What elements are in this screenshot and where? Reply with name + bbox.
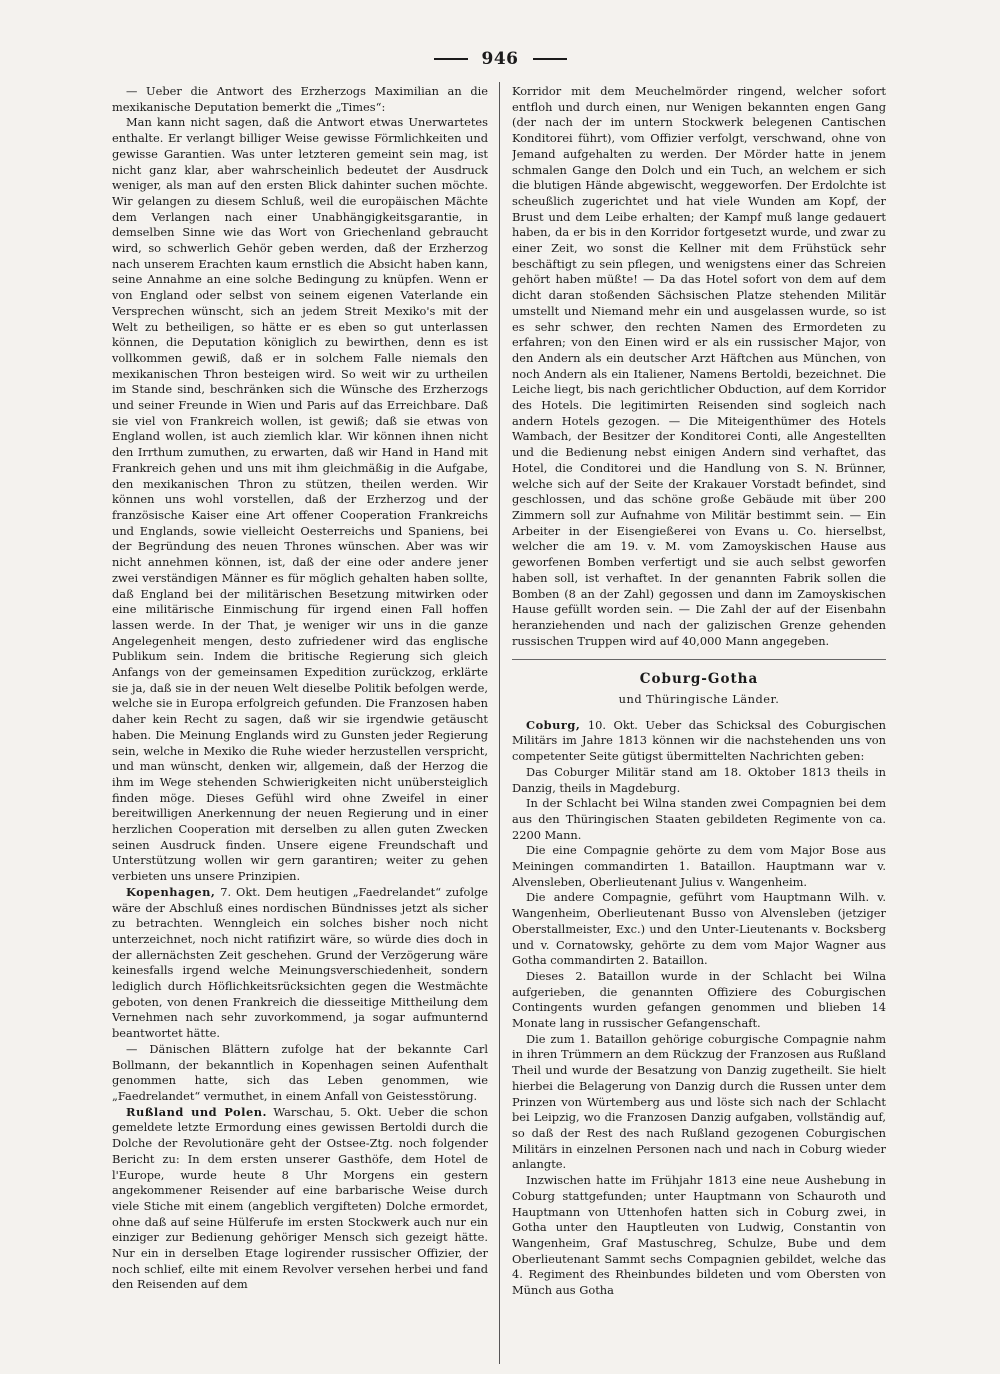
section-separator: [512, 659, 886, 660]
article-maximilian-intro: — Ueber die Antwort des Erzherzogs Maximilian an die mexikanische Deputation bemerkt die „Times“:: [112, 84, 488, 114]
article-russland-continuation: Korridor mit dem Meuchelmörder ringend, welcher sofort entfloh und durch einen, nur Wenigen bekannten engen Gang (der nach der im untern Stockwerk belegenen Cantischen Konditorei führt), vom Offizier verfolgt, verschwand, ohne von Jemand aufgehalten zu werden. Der Mörder hatte in jenem schmalen Gange den Dolch und ein Tuch, an welchem er sich die blutigen Hände abgewischt, weggeworfen. Der Erdolchte ist scheußlich zugerichtet und hat viele Wunden am Kopf, der Brust und dem Leibe erhalten; der Kampf muß lange gedauert haben, da er bis in den Korridor fortgesetzt wurde, und zwar zu einer Zeit, wo sonst die Kellner mit dem Frühstück sehr beschäftigt zu sein pflegen, und wenigstens einer das Schreien gehört haben müßte! — Da das Hotel sofort von dem auf dem dicht daran stoßenden Sächsischen Platze stehenden Militär umstellt und Niemand mehr ein und ausgelassen wurde, so ist es sehr schwer, den rechten Namen des Ermordeten zu erfahren; von den Einen wird er als ein russischer Major, von den Andern als ein deutscher Arzt Häftchen aus München, von noch Andern als ein Italiener, Namens Bertoldi, bezeichnet. Die Leiche liegt, bis nach gerichtlicher Obduction, auf dem Korridor des Hotels. Die legitimirten Reisenden sind sogleich nach andern Hotels gezogen. — Die Miteigenthümer des Hotels Wambach, der Besitzer der Konditorei Conti, alle Angestellten und die Bedienung nebst einigen Andern sind verhaftet, das Hotel, die Conditorei und die Handlung von S. N. Brünner, welche sich auf der Seite der Krakauer Vorstadt befindet, sind geschlossen, und das schöne große Gebäude mit über 200 Zimmern soll zur Aufnahme von Militär bestimmt sein. — Ein Arbeiter in der Eisengießerei von Evans u. Co. hierselbst, welcher die am 19. v. M. vom Zamoyskischen Hause aus geworfenen Bomben verfertigt und sie auch selbst geworfen haben soll, ist verhaftet. In der genannten Fabrik sollen die Bomben (8 an der Zahl) gegossen und dann im Zamoyskischen Hause gefüllt worden sein. — Die Zahl der auf der Eisenbahn heranziehenden und nach der galizischen Grenze gehenden russischen Truppen wird auf 40,000 Mann angegeben.: [512, 84, 886, 648]
coburg-paragraph: Das Coburger Militär stand am 18. Oktober 1813 theils in Danzig, theils in Magdeburg.: [512, 764, 886, 795]
right-column: [512, 84, 886, 1364]
coburg-paragraph: In der Schlacht bei Wilna standen zwei Compagnien bei dem aus den Thüringischen Staaten gebildeten Regimente von ca. 2200 Mann.: [512, 796, 886, 842]
article-maximilian-quote: Man kann nicht sagen, daß die Antwort etwas Unerwartetes enthalte. Er verlangt billiger Weise gewisse Förmlichkeiten und gewisse Garantien. Was unter letzteren gemeint sein mag, ist nicht ganz klar, aber wahrscheinlich bedeutet der Ausdruck weniger, als man auf den ersten Blick dahinter suchen möchte. Wir gelangen zu diesem Schluß, weil die europäischen Mächte dem Verlangen nach einer Unabhängigkeitsgarantie, in demselben Sinne wie das Wort von Griechenland gebraucht wird, so schwerlich Gehör geben werden, daß der Erzherzog nach unserem Erachten kaum ernstlich die Absicht haben kann, seine Annahme an eine solche Bedingung zu knüpfen. Wenn er von England oder selbst von seinem eigenen Vaterlande ein Versprechen wünscht, sich an jedem Streit Mexiko's mit der Welt zu betheiligen, so hätte er es eben so gut unterlassen können, die Deputation königlich zu bewirthen, denn es ist vollkommen gewiß, daß er in solchem Falle niemals den mexikanischen Thron besteigen wird. So weit wir zu urtheilen im Stande sind, beschränken sich die Wünsche des Erzherzogs und seiner Freunde in Wien und Paris auf das Erreichbare. Daß sie viel von Frankreich wollen, ist gewiß; daß sie etwas von England wollen, ist auch ziemlich klar. Wir können ihnen nicht den Irrthum zumuthen, zu erwarten, daß wir Hand in Hand mit Frankreich gehen und uns mit ihm gleichmäßig in die Aufgabe, den mexikanischen Thron zu stützen, theilen werden. Wir können uns wohl vorstellen, daß der Erzherzog und der französische Kaiser eine Art offener Cooperation Frankreichs und Englands, sowie vielleicht Oesterreichs und Spaniens, bei der Begründung des neuen Thrones wünschen. Aber was wir nicht annehmen können, ist, daß der eine oder andere jener zwei verständigen Männer es für möglich gehalten haben sollte, daß England bei der militärischen Besetzung mitwirken oder eine militärische Einmischung für irgend einen Fall hoffen lassen werde. In der That, je weniger wir uns in die ganze Angelegenheit mengen, desto zufriedener wird das englische Publikum sein. Indem die britische Regierung sich gleich Anfangs von der gemeinsamen Expedition zurückzog, erklärte sie ja, daß sie in der neuen Welt dieselbe Politik befolgen werde, welche sie in Europa erfolgreich gefunden. Die Franzosen haben daher kein Recht zu sagen, daß wir sie irgendwie getäuscht haben. Die Meinung Englands wird zu Gunsten jeder Regierung sein, welche in Mexiko die Ruhe wieder herzustellen verspricht, und man wünscht, denken wir, allgemein, daß der Herzog die ihm im Wege stehenden Schwierigkeiten nicht unübersteiglich finden möge. Dieses Gefühl wird ohne Zweifel in einer bereitwilligen Anerkennung der neuen Regierung und in einer herzlichen Cooperation mit derselben zu allen guten Zwecken seinen Ausdruck finden. Unsere eigene Freundschaft und Unterstützung wollen wir gern garantiren; weiter zu gehen verbieten uns unsere Prinzipien.: [112, 115, 488, 884]
coburg-paragraph: Dieses 2. Bataillon wurde in der Schlacht bei Wilna aufgerieben, die genannten Offiziere des Coburgischen Contingents wurden gefangen genommen und blieben 14 Monate lang in russischer Gefangenschaft.: [512, 968, 886, 1031]
dateline-coburg: Coburg,: [526, 717, 581, 732]
coburg-paragraph: Die zum 1. Bataillon gehörige coburgische Compagnie nahm in ihren Trümmern an dem Rückzug der Franzosen aus Rußland Theil und wurde der Besatzung von Danzig zugetheilt. Sie hielt hierbei die Belagerung von Danzig durch die Russen unter dem Prinzen von Würtemberg aus und löste sich nach der Schlacht bei Leipzig, wo die Franzosen Danzig aufgaben, vollständig auf, so daß der Rest des nach Rußland gezogenen Coburgischen Militärs in einzelnen Personen nach und nach in Coburg wieder anlangte.: [512, 1031, 886, 1172]
column-divider: [499, 82, 500, 1364]
article-russland: [112, 1105, 488, 1293]
coburg-paragraph: Inzwischen hatte im Frühjahr 1813 eine neue Aushebung in Coburg stattgefunden; unter Hauptmann von Schauroth und Hauptmann von Uttenhofen hatten sich in Coburg zwei, in Gotha unter den Hauptleuten von Ludwig, Constantin von Wangenheim, Graf Mastuschreg, Schulze, Bube und dem Oberlieutenant Sammt sechs Compagnien gebildet, welche das 4. Regiment des Rheinbundes bildeten und vom Obersten von Münch aus Gotha: [512, 1173, 886, 1298]
dateline-russland: Rußland und Polen.: [126, 1104, 267, 1119]
article-coburg: [512, 718, 886, 765]
article-bollmann: — Dänischen Blättern zufolge hat der bekannte Carl Bollmann, der bekanntlich in Kopenhagen seinen Aufenthalt genommen hatte, sich das Leben genommen, wie „Faedrelandet“ vermuthet, in einem Anfall von Geistesstörung.: [112, 1041, 488, 1103]
left-column: [112, 84, 488, 1364]
section-subtitle: und Thüringische Länder.: [618, 692, 780, 707]
page-header: [0, 46, 1000, 72]
header-dash-right: [533, 58, 567, 60]
coburg-paragraph: Die eine Compagnie gehörte zu dem vom Major Bose aus Meiningen commandirten 1. Bataillon. Hauptmann war v. Alvensleben, Oberlieutenant Julius v. Wangenheim.: [512, 843, 886, 889]
page-number: 946: [481, 49, 519, 69]
coburg-paragraph: Die andere Compagnie, geführt vom Hauptmann Wilh. v. Wangenheim, Oberlieutenant Busso von Alvensleben (jetziger Oberstallmeister, Exc.) und den Unter-Lieutenants v. Bocksberg und v. Cornatowsky, gehörte zu dem vom Major Wagner aus Gotha commandirten 2. Bataillon.: [512, 890, 886, 968]
header-dash-left: [434, 58, 468, 60]
article-kopenhagen: [112, 885, 488, 1042]
article-kopenhagen-text: 7. Okt. Dem heutigen „Faedrelandet“ zufolge wäre der Abschluß eines nordischen Bündnisses jetzt als sicher zu betrachten. Wenngleich ein solches bisher noch nicht unterzeichnet, noch nicht ratifizirt wäre, so würde dies doch in der allernächsten Zeit geschehen. Grund der Verzögerung wäre keinesfalls irgend welche Meinungsverschiedenheit, sondern lediglich durch Höflichkeitsrücksichten gegen die Westmächte geboten, von denen Frankreich die diesseitige Mittheilung dem Vernehmen nach sehr zuvorkommend, ja sogar aufmunternd beantwortet hätte.: [112, 884, 488, 1041]
dateline-kopenhagen: Kopenhagen,: [126, 884, 216, 899]
section-title: Coburg-Gotha: [639, 671, 759, 688]
article-russland-text: Warschau, 5. Okt. Ueber die schon gemeldete letzte Ermordung eines gewissen Bertoldi durch die Dolche der Revolutionäre geht der Ostsee-Ztg. noch folgender Bericht zu: In dem ersten unserer Gasthöfe, dem Hotel de l'Europe, wurde heute 8 Uhr Morgens ein gestern angekommener Reisender auf eine barbarische Weise durch viele Stiche mit einem (angeblich vergifteten) Dolche ermordet, ohne daß auf seine Hülferufe im ersten Stockwerk auch nur ein einziger zur Bedienung gehöriger Mensch sich gezeigt hätte. Nur ein in derselben Etage logirender russischer Offizier, der noch schlief, eilte mit einem Revolver versehen herbei und fand den Reisenden auf dem: [112, 1104, 488, 1292]
article-coburg-text: 10. Okt. Ueber das Schicksal des Coburgischen Militärs im Jahre 1813 können wir die nachstehenden uns von competenter Seite gütigst übermittelten Nachrichten geben:: [512, 717, 886, 764]
